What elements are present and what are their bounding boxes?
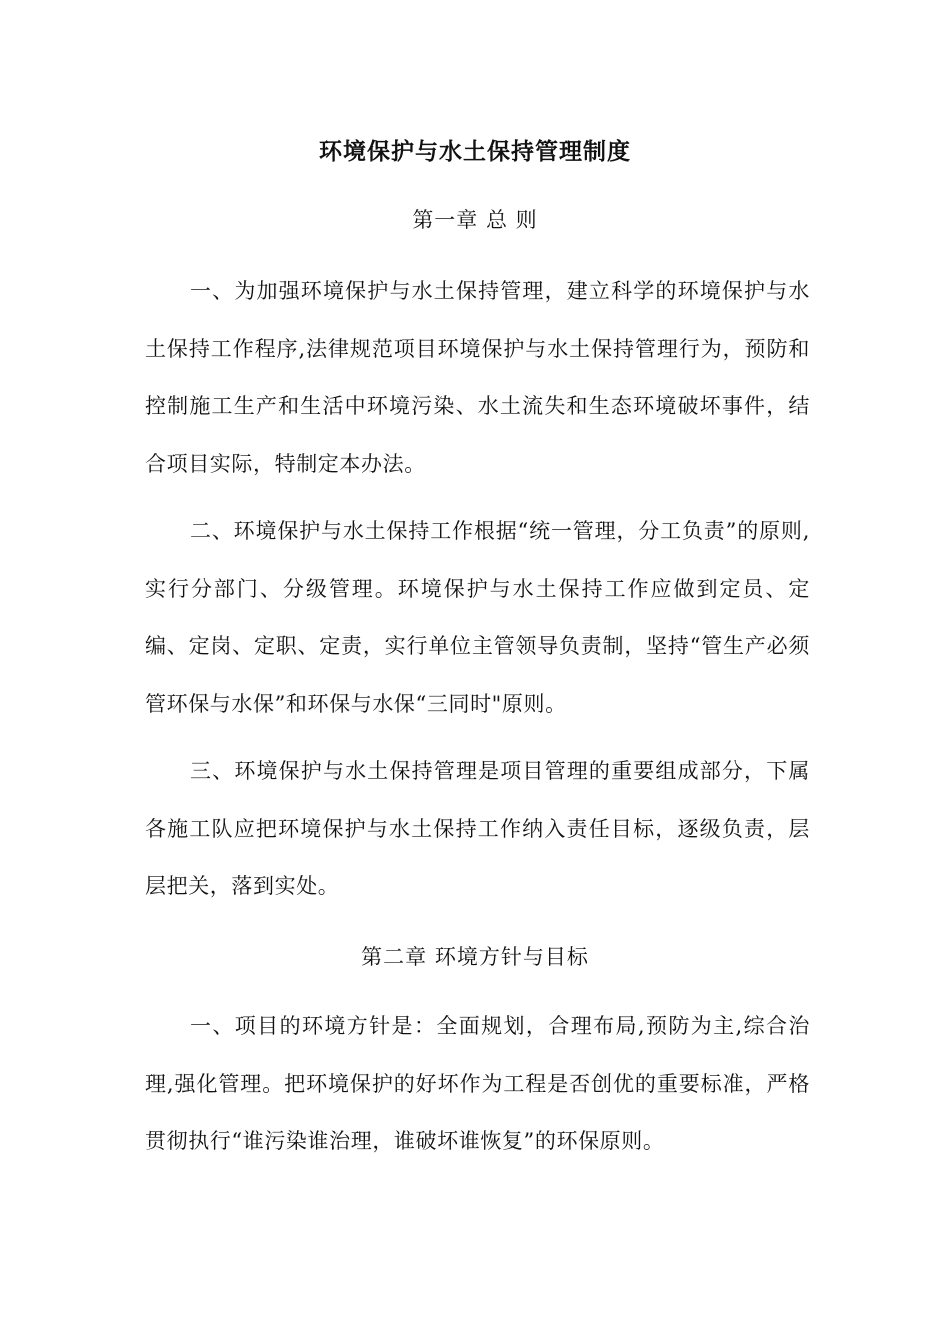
chapter-1-paragraph-2: 二、环境保护与水土保持工作根据“统一管理，分工负责”的原则,实行分部门、分级管理。环境保护与水土保持工作应做到定员、定编、定岗、定职、定责，实行单位主管领导负责制，坚持“管生产必须管环保与水保”和环保与水保“三同时"原则。 [145,519,810,716]
chapter-1-heading: 第一章 总 则 [412,208,538,232]
chapter-1-paragraph-3: 三、环境保护与水土保持管理是项目管理的重要组成部分，下属各施工队应把环境保护与水土保持工作纳入责任目标，逐级负责，层层把关，落到实处。 [145,759,810,898]
chapter-1-paragraph-1: 一、为加强环境保护与水土保持管理，建立科学的环境保护与水土保持工作程序,法律规范项目环境保护与水土保持管理行为，预防和控制施工生产和生活中环境污染、水土流失和生态环境破坏事件，结合项目实际，特制定本办法。 [145,279,810,476]
document-title: 环境保护与水土保持管理制度 [319,139,631,165]
chapter-2-heading: 第二章 环境方针与目标 [361,945,589,969]
chapter-2-paragraph-1: 一、项目的环境方针是：全面规划，合理布局,预防为主,综合治理,强化管理。把环境保护的好坏作为工程是否创优的重要标准，严格贯彻执行“谁污染谁治理，谁破坏谁恢复”的环保原则。 [145,1014,810,1153]
